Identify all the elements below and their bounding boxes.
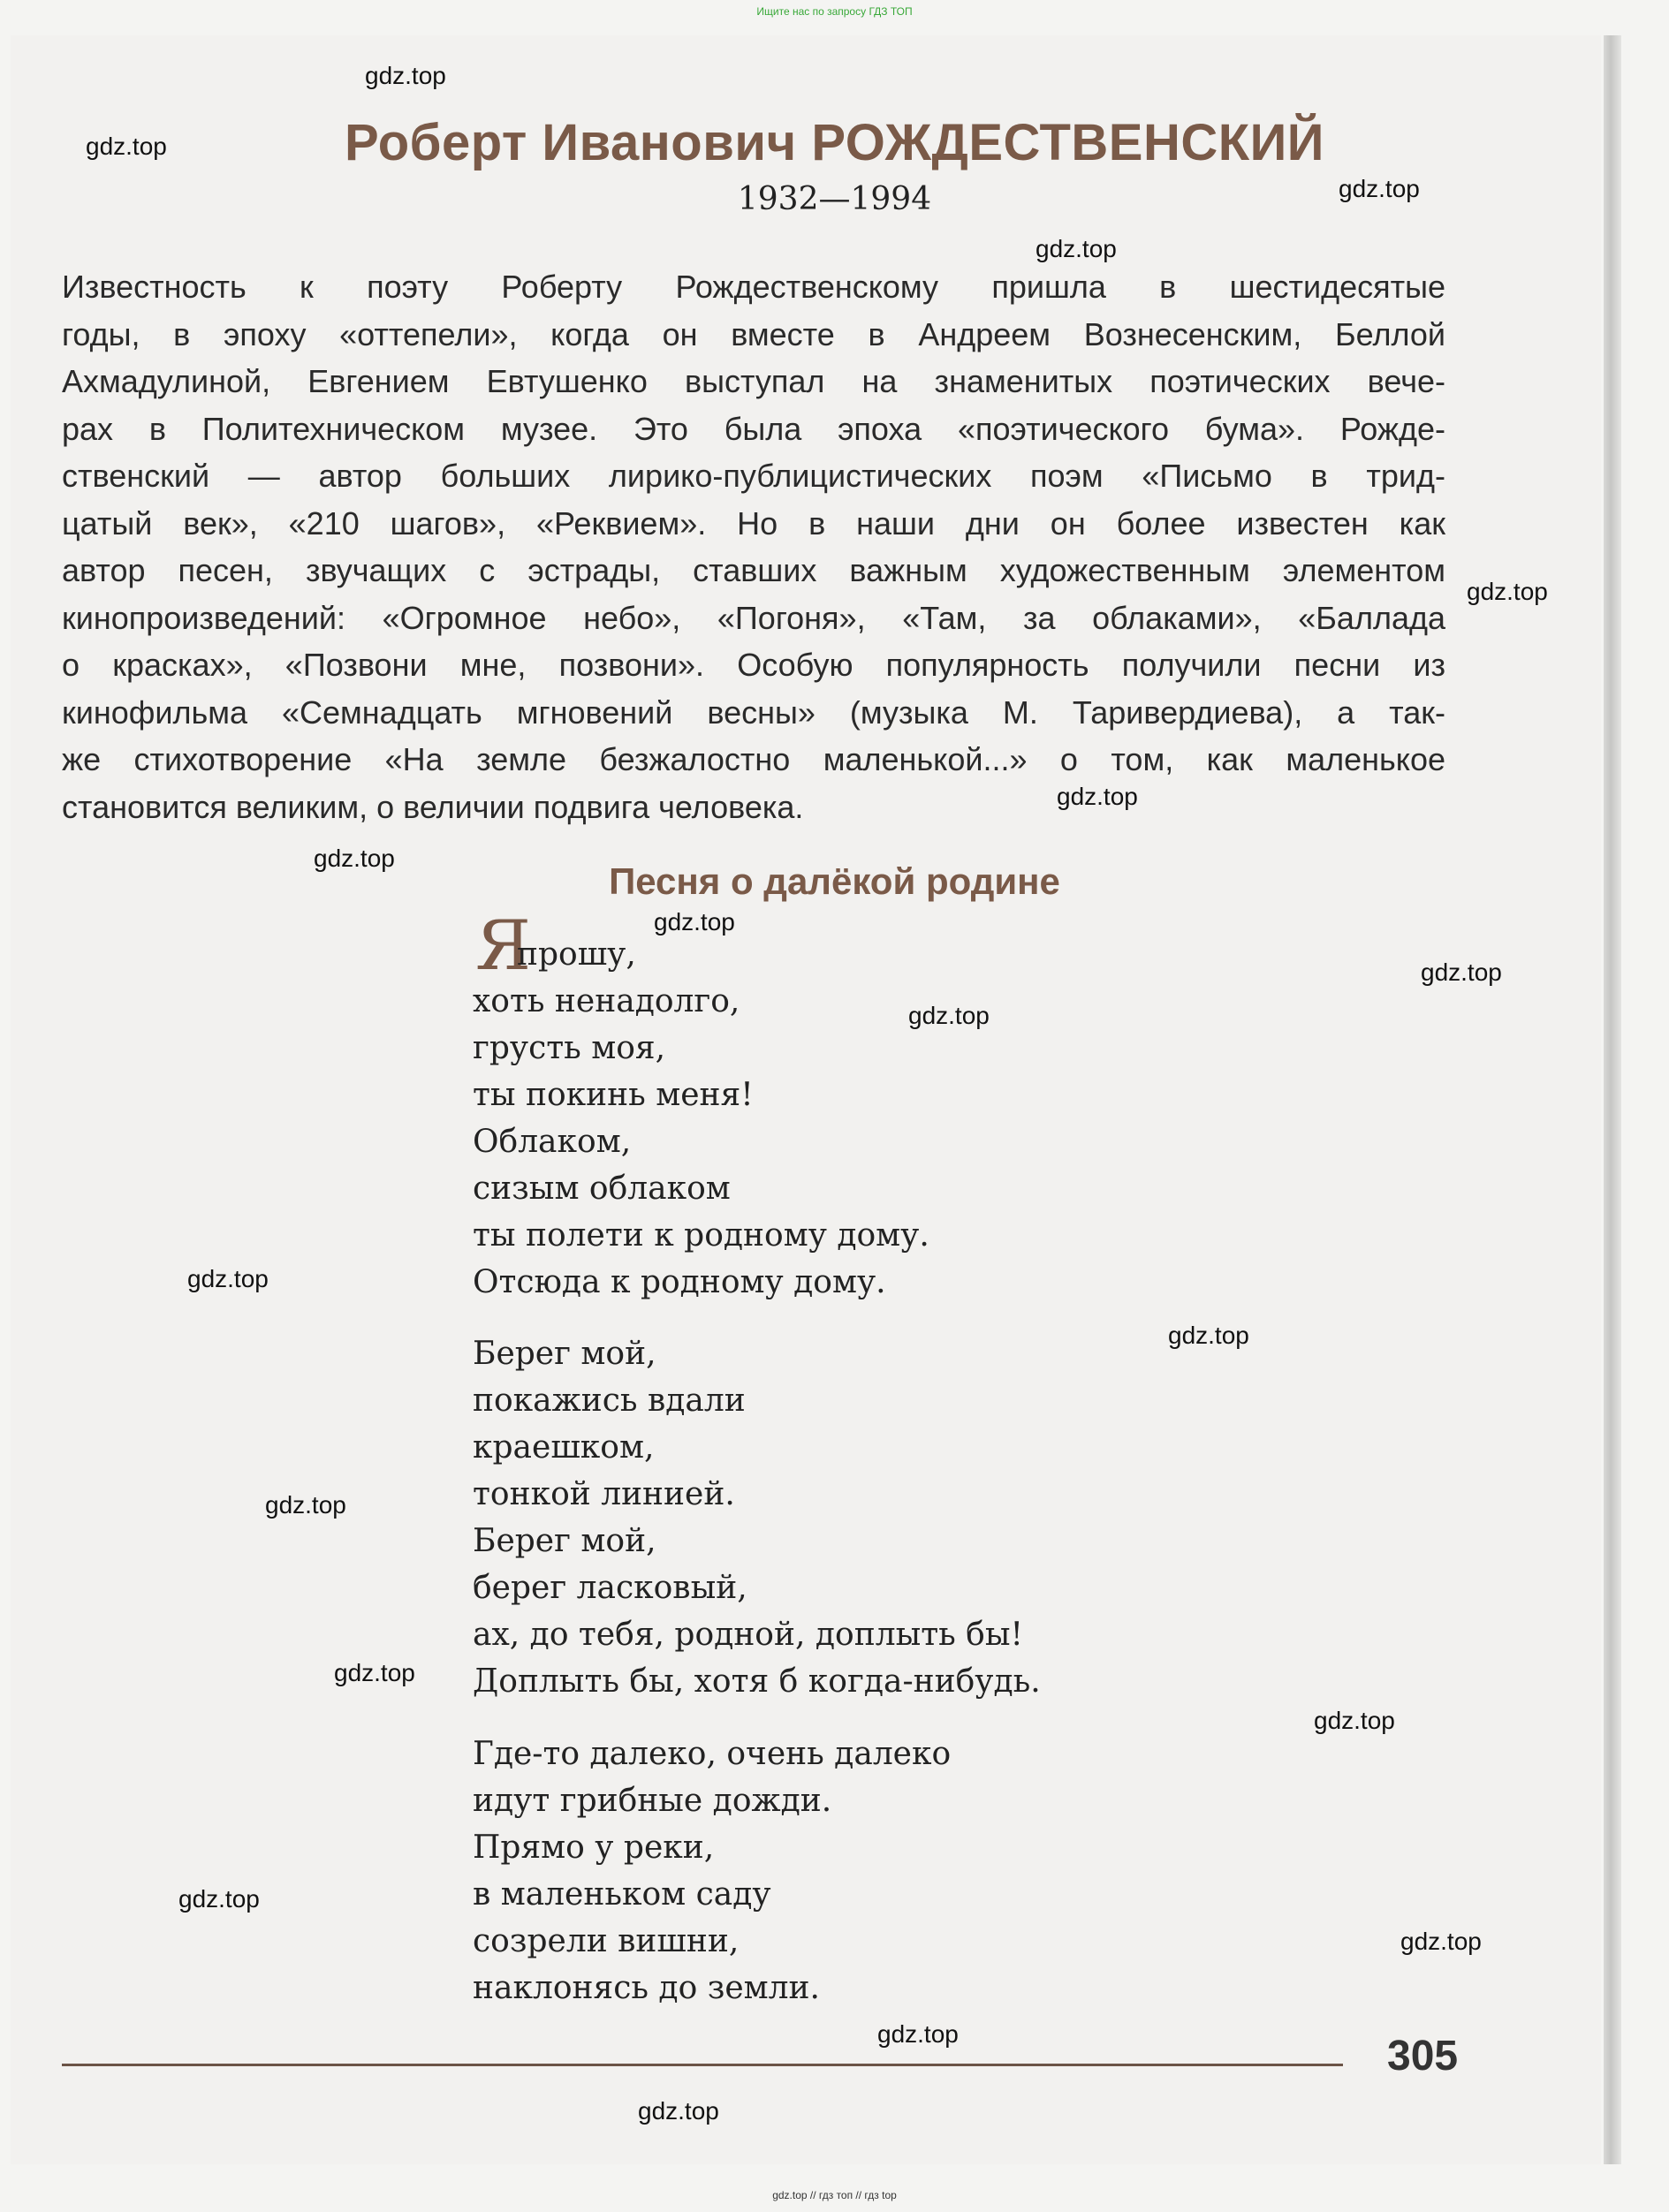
- poem-line: Отсюда к родному дому.: [473, 1264, 886, 1300]
- poem-line: ты полети к родному дому.: [473, 1217, 929, 1254]
- author-name: Роберт Иванович РОЖДЕСТВЕНСКИЙ: [344, 114, 1324, 171]
- poem-line: созрели вишни,: [473, 1923, 740, 1959]
- watermark: gdz.top: [187, 1265, 269, 1292]
- page-edge: [1604, 35, 1621, 2164]
- watermark: gdz.top: [1057, 783, 1138, 810]
- poem-line: Прямо у реки,: [473, 1829, 715, 1866]
- watermark: gdz.top: [638, 2097, 719, 2125]
- watermark: gdz.top: [1467, 578, 1548, 605]
- watermark: gdz.top: [1421, 958, 1502, 986]
- poem-line: Берег мой,: [473, 1336, 656, 1372]
- poem-line: краешком,: [473, 1429, 655, 1466]
- poem-title: Песня о далёкой родине: [609, 860, 1060, 902]
- poem-line: наклонясь до земли.: [473, 1970, 820, 2006]
- poem-line: сизым облаком: [473, 1170, 731, 1207]
- watermark: gdz.top: [365, 62, 446, 89]
- poem-line: Где-то далеко, очень далеко: [473, 1736, 952, 1772]
- poem-line: в маленьком саду: [473, 1876, 771, 1913]
- watermark: gdz.top: [86, 133, 167, 160]
- poem-line: ты покинь меня!: [473, 1077, 754, 1113]
- bio-line: автор песен, звучащих с эстрады, ставших важным художественным элементом: [62, 552, 1445, 588]
- footer-rule: [62, 2064, 1343, 2066]
- bio-line: ственский — автор больших лирико-публицистических поэм «Письмо в трид-: [62, 458, 1445, 494]
- bio-line: Ахмадулиной, Евгением Евтушенко выступал на знаменитых поэтических вече-: [62, 363, 1445, 399]
- watermark: gdz.top: [877, 2020, 959, 2048]
- poem-line: покажись вдали: [473, 1382, 746, 1419]
- watermark: gdz.top: [265, 1491, 346, 1519]
- author-biography: [62, 263, 1445, 830]
- watermark: gdz.top: [1036, 235, 1117, 262]
- poem-line: хоть ненадолго,: [473, 983, 740, 1019]
- poem-line: Доплыть бы, хотя б когда-нибудь.: [473, 1663, 1041, 1700]
- poem-line: тонкой линией.: [473, 1476, 735, 1512]
- top-banner: Ищите нас по запросу ГДЗ ТОП: [756, 5, 913, 18]
- bio-line: становится великим, о величии подвига человека.: [62, 788, 804, 825]
- poem-line: ах, до тебя, родной, доплыть бы!: [473, 1617, 1023, 1653]
- poem-line: идут грибные дожди.: [473, 1783, 832, 1819]
- bio-line: рах в Политехническом музее. Это была эпоха «поэтического бума». Рожде-: [62, 410, 1445, 447]
- bio-line: кинопроизведений: «Огромное небо», «Погоня», «Там, за облаками», «Баллада: [62, 599, 1445, 636]
- watermark: gdz.top: [1314, 1707, 1395, 1734]
- poem-first-line: прошу,: [517, 936, 636, 973]
- watermark: gdz.top: [314, 845, 395, 872]
- watermark: gdz.top: [1400, 1928, 1482, 1955]
- poem-line: Облаком,: [473, 1124, 632, 1160]
- watermark: gdz.top: [334, 1659, 415, 1686]
- poem-line: грусть моя,: [473, 1030, 666, 1066]
- bio-line: кинофильма «Семнадцать мгновений весны» (музыка М. Таривердиева), а так-: [62, 693, 1445, 731]
- bio-line: годы, в эпоху «оттепели», когда он вместе в Андреем Вознесенским, Беллой: [62, 315, 1445, 352]
- poem-line: берег ласковый,: [473, 1570, 747, 1606]
- poem-line: Берег мой,: [473, 1523, 656, 1559]
- bio-line: о красках», «Позвони мне, позвони». Особую популярность получили песни из: [62, 647, 1445, 683]
- poem-drop-cap: Я: [475, 906, 531, 986]
- watermark: gdz.top: [1168, 1322, 1249, 1349]
- watermark: gdz.top: [908, 1002, 990, 1029]
- bio-line: же стихотворение «На земле безжалостно маленькой...» о том, как маленькое: [62, 741, 1445, 777]
- watermark: gdz.top: [1339, 175, 1420, 202]
- bio-line: Известность к поэту Роберту Рождественскому пришла в шестидесятые: [62, 269, 1445, 305]
- page-number: 305: [1387, 2033, 1459, 2079]
- bio-line: цатый век», «210 шагов», «Реквием». Но в наши дни он более известен как: [62, 504, 1445, 542]
- bottom-banner: gdz.top // гдз топ // гдз top: [772, 2189, 897, 2201]
- author-years: 1932—1994: [737, 181, 932, 217]
- watermark: gdz.top: [178, 1885, 260, 1913]
- watermark: gdz.top: [654, 908, 735, 936]
